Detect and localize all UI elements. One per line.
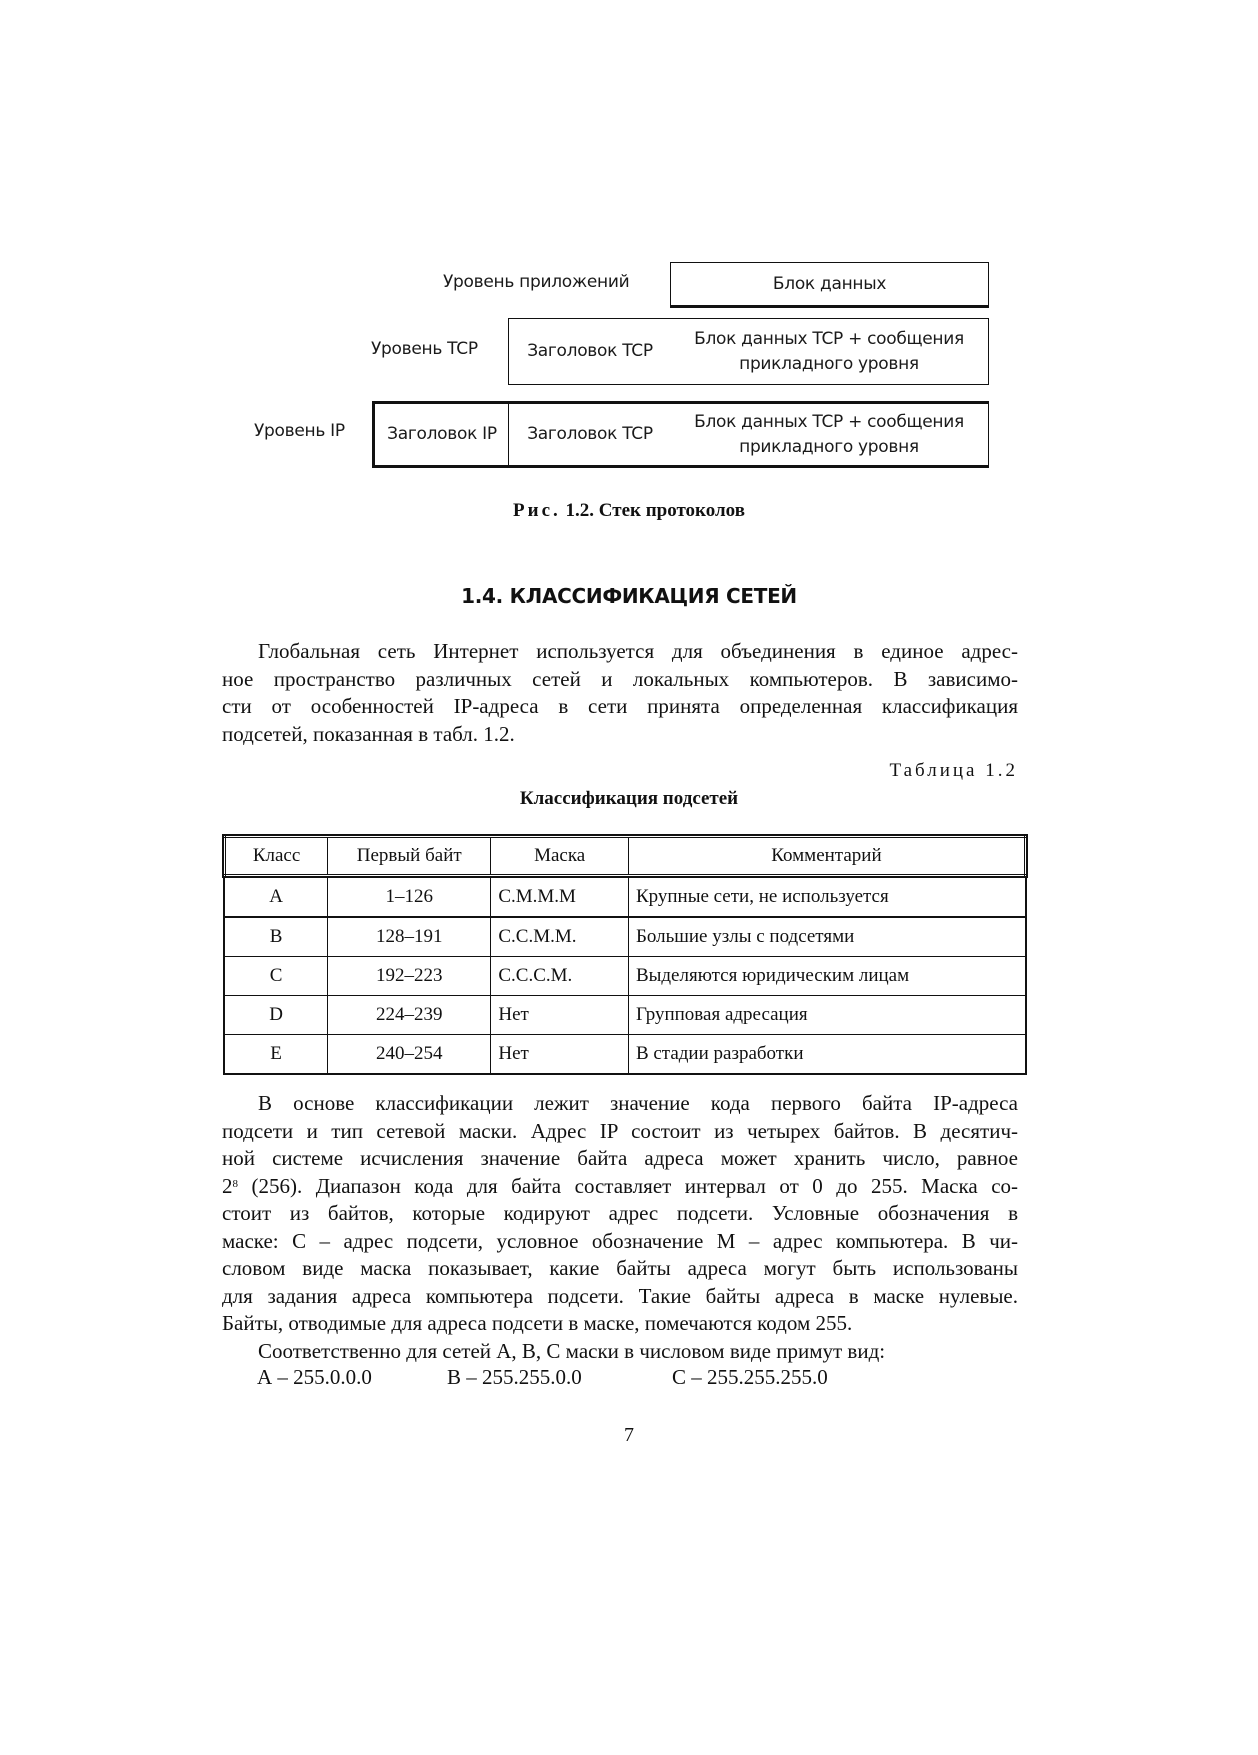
paragraph-line: ной системе исчисления значение байта адреса может хранить число, равное [222, 1146, 1018, 1170]
ip-row-tcp-header-label: Заголовок TCP [527, 424, 653, 444]
column-header-comment: Комментарий [628, 836, 1026, 876]
column-header-class: Класс [224, 836, 328, 876]
power-base: 2 [222, 1173, 233, 1198]
paragraph-line: В основе классификации лежит значение кода первого байта IP-адреса [258, 1091, 1018, 1115]
paragraph-line: Байты, отводимые для адреса подсети в маске, помечаются кодом 255. [222, 1311, 853, 1335]
table-header-row [224, 836, 1026, 876]
intro-paragraph [222, 638, 1018, 748]
ip-row-tcp-header-cell [508, 401, 672, 468]
cell-mask: Нет [491, 1035, 629, 1075]
cell-mask: Нет [491, 996, 629, 1035]
cell-mask: C.C.M.M. [491, 917, 629, 957]
paragraph-line: стоит из байтов, которые кодируют адрес подсети. Условные обозначения в [222, 1201, 1018, 1225]
application-data-block [670, 262, 989, 308]
ip-header-cell [372, 401, 510, 468]
ip-row-data-block [670, 401, 989, 468]
masks-intro-line: Соответственно для сетей А, В, С маски в числовом виде примут вид: [258, 1338, 886, 1363]
paragraph-line: Глобальная сеть Интернет используется для объединения в единое адрес- [258, 639, 1018, 663]
ip-header-label: Заголовок IP [387, 424, 497, 444]
power-exponent: 8 [232, 1177, 238, 1190]
column-header-mask: Маска [491, 836, 629, 876]
paragraph-line: ное пространство различных сетей и локальных компьютеров. В зависимо- [222, 666, 1018, 691]
paragraph-line: маске: С – адрес подсети, условное обозначение М – адрес компьютера. В чи- [222, 1228, 1018, 1253]
level-label-ip: Уровень IP [254, 421, 345, 441]
table-row [224, 917, 1026, 957]
paragraph-line: для задания адреса компьютера подсети. Такие байты адреса в маске нулевые. [222, 1283, 1018, 1308]
paragraph-line-power [222, 1173, 1018, 1201]
paragraph-line: подсетей, показанная в табл. 1.2. [222, 721, 515, 746]
cell-class: D [224, 996, 328, 1035]
tcp-header-label: Заголовок TCP [527, 341, 653, 361]
level-label-tcp: Уровень TCP [371, 339, 478, 359]
paragraph-line: словом виде маска показывает, какие байты адреса могут быть использованы [222, 1256, 1018, 1280]
cell-first-byte: 128–191 [328, 917, 491, 957]
cell-class: E [224, 1035, 328, 1075]
cell-comment: В стадии разработки [628, 1035, 1026, 1075]
tcp-data-block [670, 318, 989, 385]
cell-class: A [224, 876, 328, 917]
power-line-text: (256). Диапазон кода для байта составляет интервал от 0 до 255. Маска со- [251, 1173, 1019, 1198]
table-title: Классификация подсетей [519, 788, 739, 809]
body-paragraph [222, 1090, 1018, 1365]
cell-mask: C.M.M.M [491, 876, 629, 917]
cell-first-byte: 224–239 [328, 996, 491, 1035]
figure-caption-text: 1.2. Стек протоколов [565, 500, 745, 521]
mask-c: С – 255.255.255.0 [672, 1365, 828, 1389]
table-number-label: Таблица 1.2 [889, 760, 1018, 781]
figure-caption [0, 500, 1258, 522]
section-heading: 1.4. КЛАССИФИКАЦИЯ СЕТЕЙ [461, 584, 797, 608]
page-number: 7 [624, 1424, 634, 1446]
table-row [224, 876, 1026, 917]
ip-row-data-block-label: Блок данных TCP + сообщения прикладного уровня [694, 411, 964, 457]
paragraph-line: подсети и тип сетевой маски. Адрес IP состоит из четырех байтов. В десятич- [222, 1118, 1018, 1143]
cell-comment: Выделяются юридическим лицам [628, 957, 1026, 996]
mask-a: А – 255.0.0.0 [257, 1365, 372, 1389]
cell-first-byte: 240–254 [328, 1035, 491, 1075]
table-row [224, 957, 1026, 996]
cell-class: C [224, 957, 328, 996]
level-label-application: Уровень приложений [443, 272, 630, 292]
subnet-classification-table [222, 834, 1028, 1075]
cell-first-byte: 1–126 [328, 876, 491, 917]
cell-comment: Групповая адресация [628, 996, 1026, 1035]
cell-first-byte: 192–223 [328, 957, 491, 996]
cell-comment: Большие узлы с подсетями [628, 917, 1026, 957]
table-row [224, 996, 1026, 1035]
table-row [224, 1035, 1026, 1075]
figure-caption-prefix: Рис. [513, 500, 561, 521]
paragraph-line: сти от особенностей IP-адреса в сети принята определенная классификация [222, 694, 1018, 718]
cell-mask: C.C.C.M. [491, 957, 629, 996]
column-header-first-byte: Первый байт [328, 836, 491, 876]
tcp-header-cell [508, 318, 672, 385]
tcp-data-block-label: Блок данных TCP + сообщения прикладного уровня [694, 328, 964, 374]
data-block-label: Блок данных [772, 273, 887, 294]
cell-class: B [224, 917, 328, 957]
mask-b: В – 255.255.0.0 [447, 1365, 582, 1389]
cell-comment: Крупные сети, не используется [628, 876, 1026, 917]
